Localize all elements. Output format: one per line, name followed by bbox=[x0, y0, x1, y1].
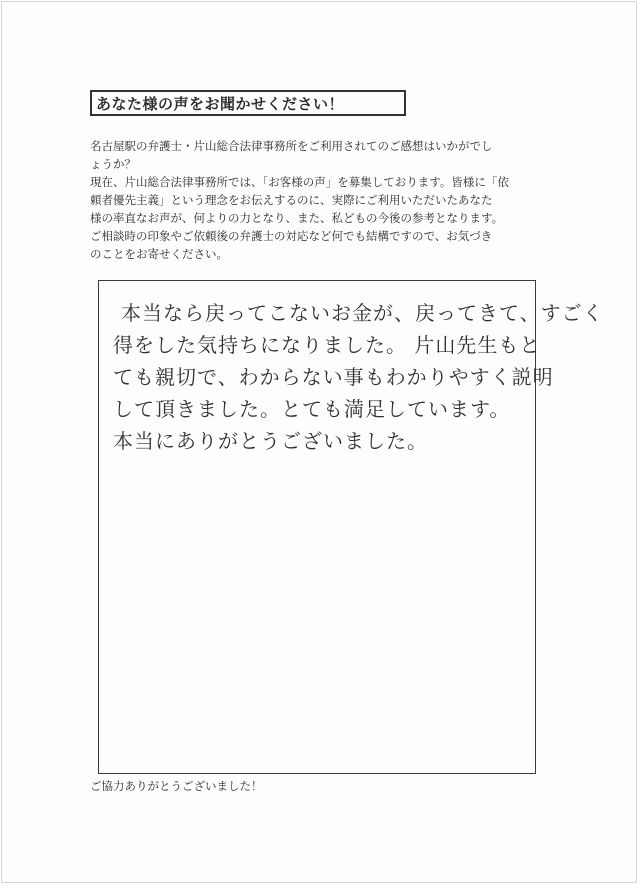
handwritten-comment bbox=[113, 297, 604, 457]
form-title: あなた様の声をお聞かせください！ bbox=[90, 90, 406, 116]
intro-line: 頼者優先主義」という理念をお伝えするのに、実際にご利用いただいたあなた bbox=[90, 193, 493, 207]
comment-line: 得をした気持ちになりました。 片山先生もと bbox=[113, 333, 541, 357]
handwritten-comment-box bbox=[98, 280, 604, 774]
comment-line: ても親切で、わからない事もわかりやすく説明 bbox=[113, 365, 554, 389]
questionnaire-sheet bbox=[1, 1, 637, 883]
intro-line: ょうか？ bbox=[90, 157, 136, 171]
intro-line: 現在、片山総合法律事務所では、「お客様の声」を募集しております。皆様に「依 bbox=[90, 175, 509, 189]
comment-line: して頂きました。とても満足しています。 bbox=[113, 397, 511, 421]
intro-line: ご相談時の印象やご依頼後の弁護士の対応など何でも結構ですので、お気づき bbox=[90, 229, 493, 243]
closing-text: ご協力ありがとうございました！ bbox=[90, 779, 263, 793]
intro-line: 名古屋駅の弁護士・片山総合法律事務所をご利用されてのご感想はいかがでし bbox=[90, 139, 493, 153]
intro-line: のことをお寄せください。 bbox=[90, 247, 228, 261]
intro-text bbox=[90, 137, 558, 263]
comment-line: 本当にありがとうございました。 bbox=[113, 429, 428, 453]
comment-line: 本当なら戻ってこないお金が、戻ってきて、すごく bbox=[121, 301, 604, 325]
intro-line: 様の率直なお声が、何よりの力となり、また、私どもの今後の参考となります。 bbox=[90, 211, 504, 225]
